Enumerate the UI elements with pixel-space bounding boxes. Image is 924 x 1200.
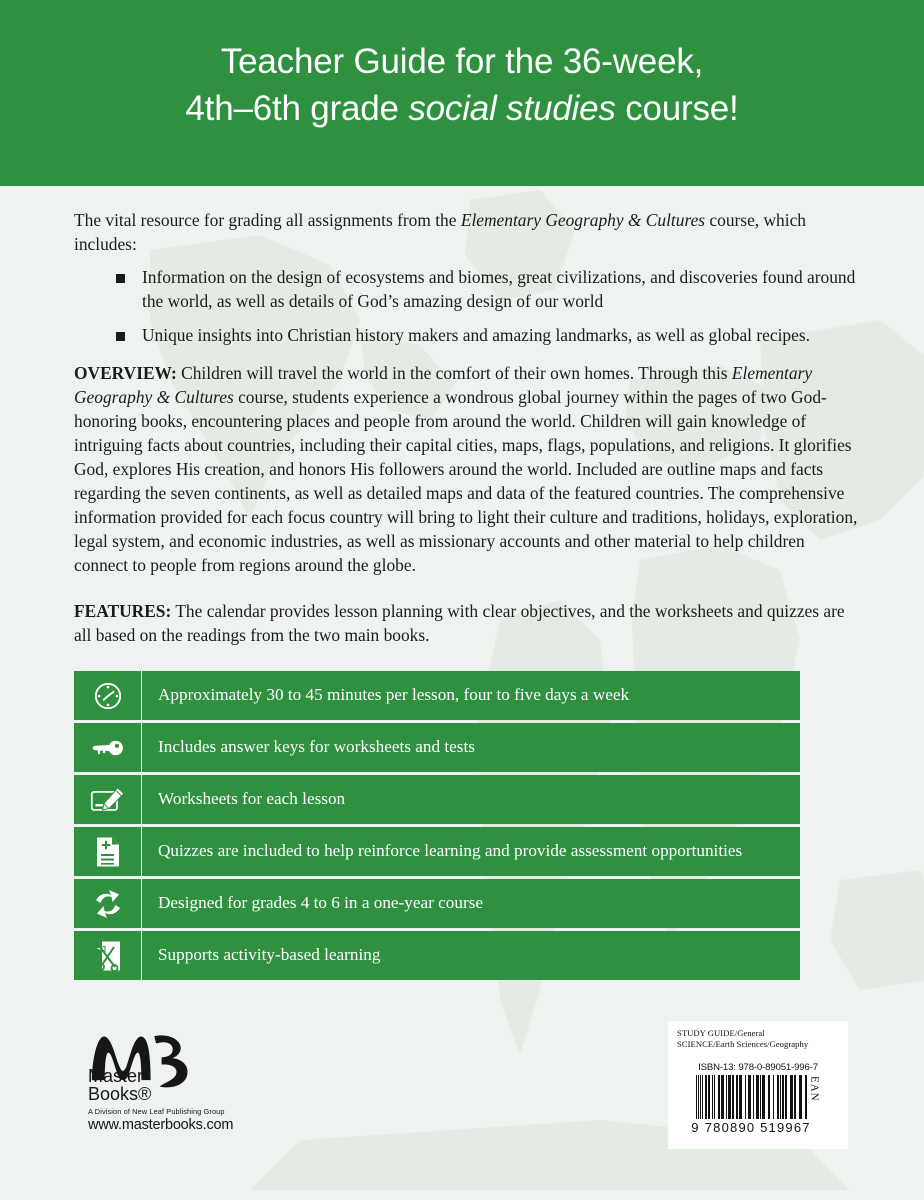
intro-paragraph — [74, 208, 858, 256]
publisher-logo — [80, 1027, 290, 1133]
feature-label: Includes answer keys for worksheets and tests — [158, 737, 475, 757]
body-copy — [0, 186, 924, 647]
footer — [0, 1005, 924, 1200]
header-band — [0, 0, 924, 186]
worksheet-pencil-icon — [74, 775, 142, 824]
list-item: Unique insights into Christian history makers and amazing landmarks, as well as global recipes. — [116, 324, 858, 348]
overview-text-before: Children will travel the world in the comfort of their own homes. Through this — [176, 363, 732, 384]
intro-text-before: The vital resource for grading all assignments from the — [74, 210, 461, 230]
list-item: Information on the design of ecosystems and biomes, great civilizations, and discoveries found around the world, as well as details of God’s amazing design of our world — [116, 266, 858, 313]
bisac-category-line-2: SCIENCE/Earth Sciences/Geography — [677, 1039, 809, 1050]
feature-label: Worksheets for each lesson — [158, 789, 346, 809]
publisher-name-line-2: Books® — [88, 1084, 152, 1105]
isbn-barcode-block — [668, 1021, 848, 1149]
headline-line-2-suffix: course! — [615, 89, 739, 128]
publisher-name — [88, 1067, 290, 1104]
publisher-name-line-1: Master — [88, 1066, 144, 1086]
feature-row-worksheets — [74, 775, 800, 824]
barcode-digit-group: 780890 519967 — [704, 1119, 811, 1135]
overview-paragraph — [74, 361, 858, 577]
feature-row-time — [74, 671, 800, 720]
feature-list — [0, 671, 924, 980]
headline-line-1: Teacher Guide for the 36-week, — [220, 42, 704, 82]
headline-line-2-prefix: 4th–6th grade — [185, 89, 409, 128]
barcode — [677, 1075, 839, 1119]
barcode-lead-digit: 9 — [691, 1119, 700, 1135]
publisher-website: www.masterbooks.com — [88, 1116, 234, 1133]
barcode-bars — [696, 1075, 807, 1119]
feature-label: Supports activity-based learning — [158, 945, 381, 965]
feature-label: Approximately 30 to 45 minutes per lesson, four to five days a week — [158, 685, 630, 705]
intro-text-after: course, which includes: — [74, 210, 806, 255]
features-paragraph — [74, 599, 858, 647]
headline-emphasis: social studies — [408, 89, 616, 128]
features-text: The calendar provides lesson planning with clear objectives, and the worksheets and quizzes are all based on the readings from the two main books. — [74, 601, 845, 646]
overview-label: OVERVIEW: — [74, 363, 177, 384]
bullet-list — [74, 266, 858, 348]
feature-row-activity — [74, 931, 800, 980]
feature-row-grade-level — [74, 879, 800, 928]
feature-row-answer-keys — [74, 723, 800, 772]
key-icon — [74, 723, 142, 772]
ean-label: EAN — [808, 1075, 821, 1102]
bisac-category-line-1: STUDY GUIDE/General — [677, 1028, 765, 1038]
feature-label: Designed for grades 4 to 6 in a one-year course — [158, 893, 484, 913]
scissors-craft-icon — [74, 931, 142, 980]
barcode-digits — [677, 1120, 839, 1135]
isbn-number: ISBN-13: 978-0-89051-996-7 — [698, 1061, 818, 1073]
headline-line-2 — [185, 86, 738, 133]
features-label: FEATURES: — [74, 601, 172, 622]
cycle-arrows-icon — [74, 879, 142, 928]
intro-course-title: Elementary Geography & Cultures — [460, 210, 706, 230]
publisher-tagline: A Division of New Leaf Publishing Group — [88, 1106, 225, 1116]
overview-text-after: course, students experience a wondrous global journey within the pages of two God-honoring books, encountering places and people from around the world. Children will gain knowledge of intriguing facts about countries, including their capital cities, maps, flags, populations, and religions. It glorifies God, explores His creation, and honors His followers around the world. Included are outline maps and facts regarding the seven continents, as well as detailed maps and data of the featured countries. The comprehensive information provided for each focus country will bring to light their culture and traditions, holidays, exploration, legal system, and economic industries, as well as missionary accounts and other material to help children connect to people from regions around the globe. — [74, 387, 858, 576]
clock-icon — [74, 671, 142, 720]
quiz-document-icon — [74, 827, 142, 876]
feature-label: Quizzes are included to help reinforce learning and provide assessment opportunities — [158, 841, 743, 861]
overview-course-title: Elementary Geography & Cultures — [74, 363, 813, 408]
feature-row-quizzes — [74, 827, 800, 876]
